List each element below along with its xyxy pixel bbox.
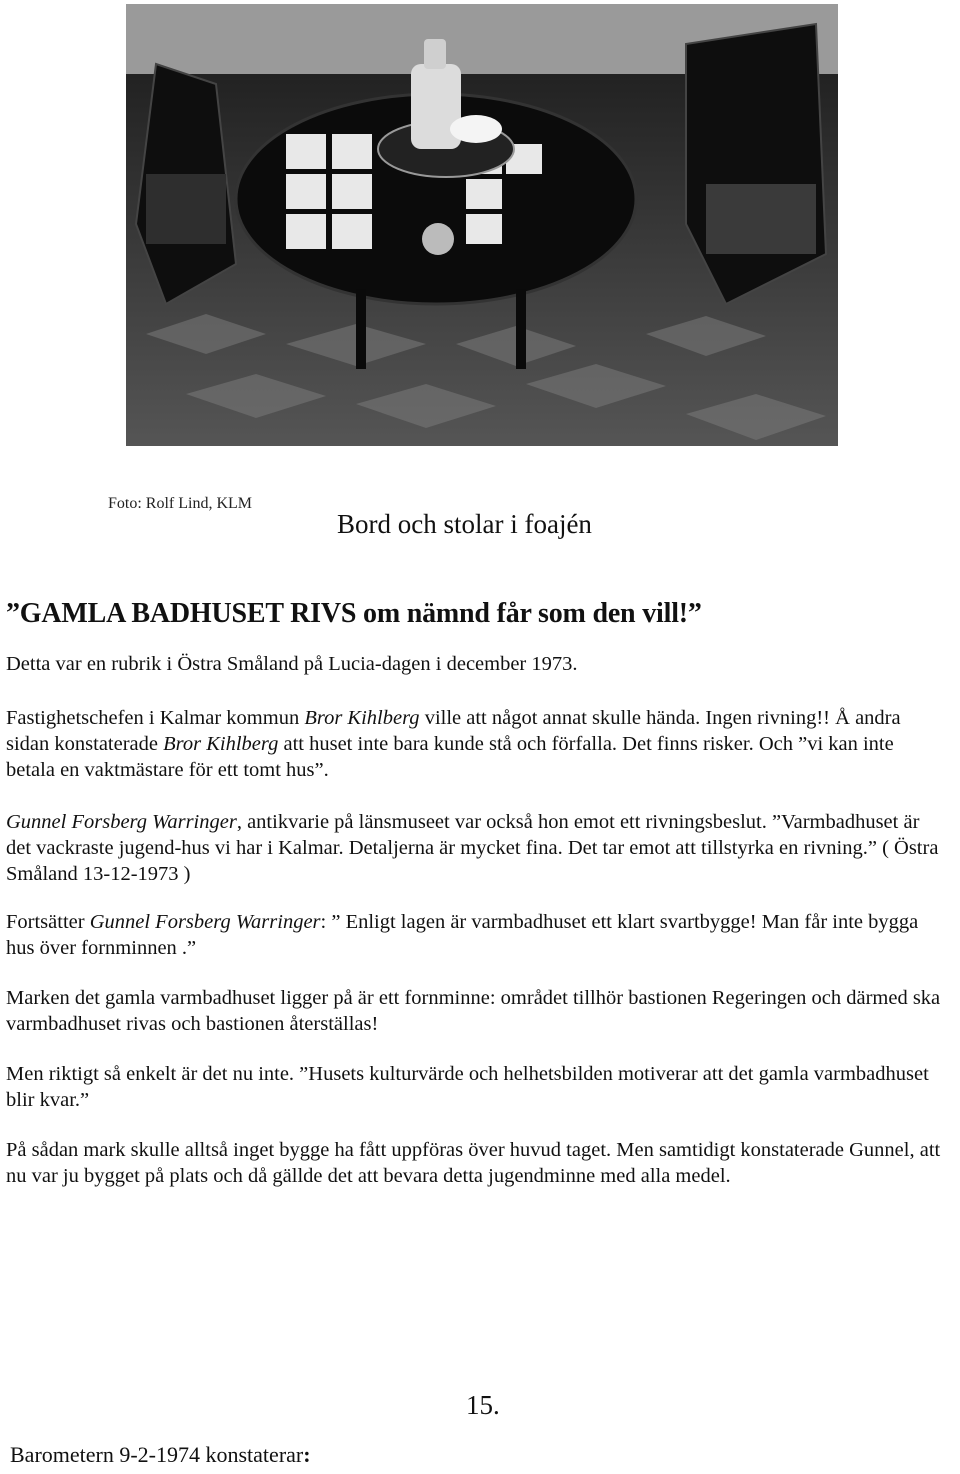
paragraph-4 (6, 909, 946, 961)
paragraph-4-text-a: Fortsätter (6, 911, 90, 933)
paragraph-2-text-a: Fastighetschefen i Kalmar kommun (6, 707, 305, 729)
footer-colon: : (303, 1442, 311, 1467)
person-name: Bror Kihlberg (163, 733, 279, 755)
person-name: Bror Kihlberg (304, 707, 420, 729)
footer-text: Barometern 9-2-1974 konstaterar (10, 1442, 304, 1467)
paragraph-4-text-b: : ” Enligt lagen är varmbadhuset ett klart svartbygge! Man får inte bygga hus över fornminnen .” (6, 911, 919, 959)
paragraph-6: Men riktigt så enkelt är det nu inte. ”Husets kulturvärde och helhetsbilden motiverar att det gamla varmbadhuset blir kvar.” (6, 1063, 929, 1111)
paragraph-2-text-b: ville att något annat skulle hända. Ingen rivning!! Å andra sidan konstaterade (6, 707, 901, 755)
person-name: Gunnel Forsberg Warringer (89, 911, 321, 933)
paragraph-2-text-c: att huset inte bara kunde stå och förfalla. Det finns risker. Och ”vi kan inte betala en vaktmästare för ett tomt hus”. (6, 733, 894, 781)
footer-source (10, 1442, 311, 1468)
paragraph-5: Marken det gamla varmbadhuset ligger på är ett fornminne: området tillhör bastionen Regeringen och därmed ska varmbadhuset rivas och bastionen återställas! (6, 987, 941, 1035)
article-headline: ”GAMLA BADHUSET RIVS om nämnd får som den vill!” (6, 598, 702, 629)
paragraph-2 (6, 705, 946, 783)
person-name: Gunnel Forsberg Warringer (6, 811, 237, 833)
photo-table-chairs (126, 4, 838, 446)
paragraph-1: Detta var en rubrik i Östra Småland på Lucia-dagen i december 1973. (6, 653, 578, 675)
photo-credit: Foto: Rolf Lind, KLM (108, 495, 253, 512)
paragraph-3 (6, 809, 946, 887)
photo-caption: Bord och stolar i foajén (337, 509, 592, 539)
photo-table-chairs-icon (126, 4, 838, 446)
paragraph-3-text: , antikvarie på länsmuseet var också hon emot ett rivningsbeslut. ”Varmbadhuset är det vackraste jugend-hus vi har i Kalmar. Detaljerna är mycket fina. Det tar emot att tillstyrka en rivning.” ( Östra Småland 13-12-1973 ) (6, 811, 939, 885)
page-number: 15. (466, 1390, 500, 1420)
paragraph-7: På sådan mark skulle alltså inget bygge ha fått uppföras över huvud taget. Men samtidigt konstaterade Gunnel, att nu var ju bygget på plats och då gällde det att bevara detta jugendminne med alla medel. (6, 1139, 941, 1187)
